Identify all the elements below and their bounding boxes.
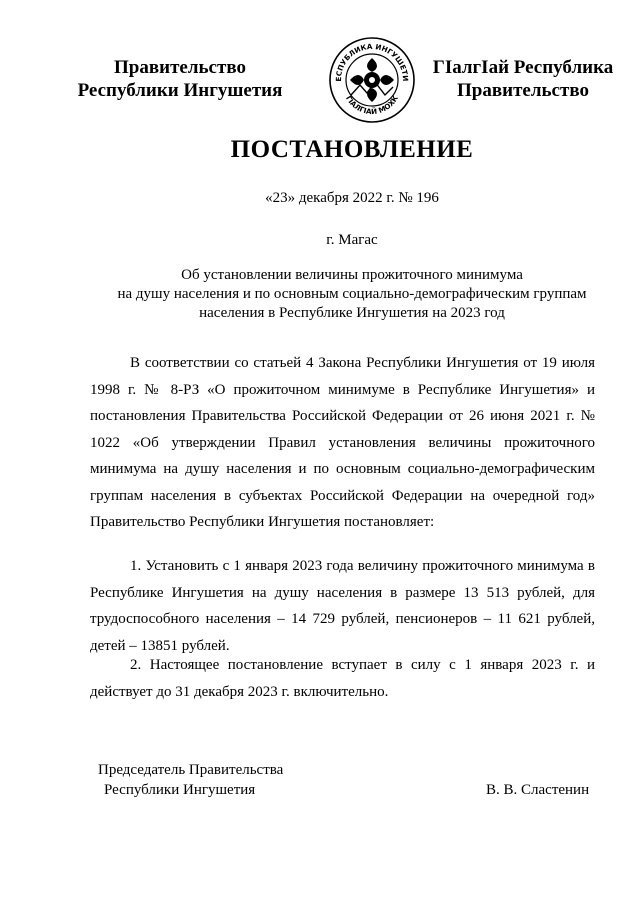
preamble-paragraph [90,350,595,536]
document-city: г. Магас [326,232,378,248]
item-2-paragraph [90,652,595,705]
emblem-text-bottom: ГIАЛГIАЙ МОХК [344,94,400,117]
emblem-seal [327,35,417,125]
header-left-line-1: Правительство [114,57,246,78]
header-right-line-1: ГIалгIай Республика [432,57,614,78]
header-right [418,56,628,102]
subject-line-1: Об установлении величины прожиточного минимума [181,267,523,283]
item-1-paragraph [90,553,595,659]
subject-line-2: на душу населения и по основным социально-демографическим группам [117,286,587,302]
document-title: ПОСТАНОВЛЕНИЕ [230,136,474,163]
signatory-name: В. В. Сластенин [486,782,590,798]
preamble-text: В соответствии со статьей 4 Закона Республики Ингушетия от 19 июля 1998 г. № 8-РЗ «О прожиточном минимуме в Республике Ингушетия» и постановления Правительства Российской Федерации от 26 июня 2021 г. № 1022 «Об утверждении Правил установления величины прожиточного минимума на душу населения и по основным социально-демографическим группам населения в субъектах Российской Федерации на очередной год» Правительство Республики Ингушетия постановляет: [90,355,595,530]
item-2-text: 2. Настоящее постановление вступает в силу с 1 января 2023 г. и действует до 31 декабря 2023 г. включительно. [90,657,595,700]
signatory-title-line-2: Республики Ингушетия [104,782,256,798]
signatory-title [98,760,283,800]
header-left-line-2: Республики Ингушетия [77,80,283,101]
item-1-text: 1. Установить с 1 января 2023 года величину прожиточного минимума в Республике Ингушетия на душу населения в размере 13 513 рублей, для трудоспособного населения – 14 729 рублей, пенсионеров – 11 621 рублей, детей – 13851 рублей. [90,558,595,654]
header-right-line-2: Правительство [457,80,589,101]
emblem-icon [327,35,417,125]
signatory-title-line-1: Председатель Правительства [98,762,284,778]
subject-line-3: населения в Республике Ингушетия на 2023 год [199,305,505,321]
emblem-text-top: ЕСПУБЛИКА ИНГУШЕТИ [333,41,411,82]
document-subject [0,266,640,323]
document-date-number: «23» декабря 2022 г. № 196 [265,190,439,206]
header-left [60,56,300,102]
